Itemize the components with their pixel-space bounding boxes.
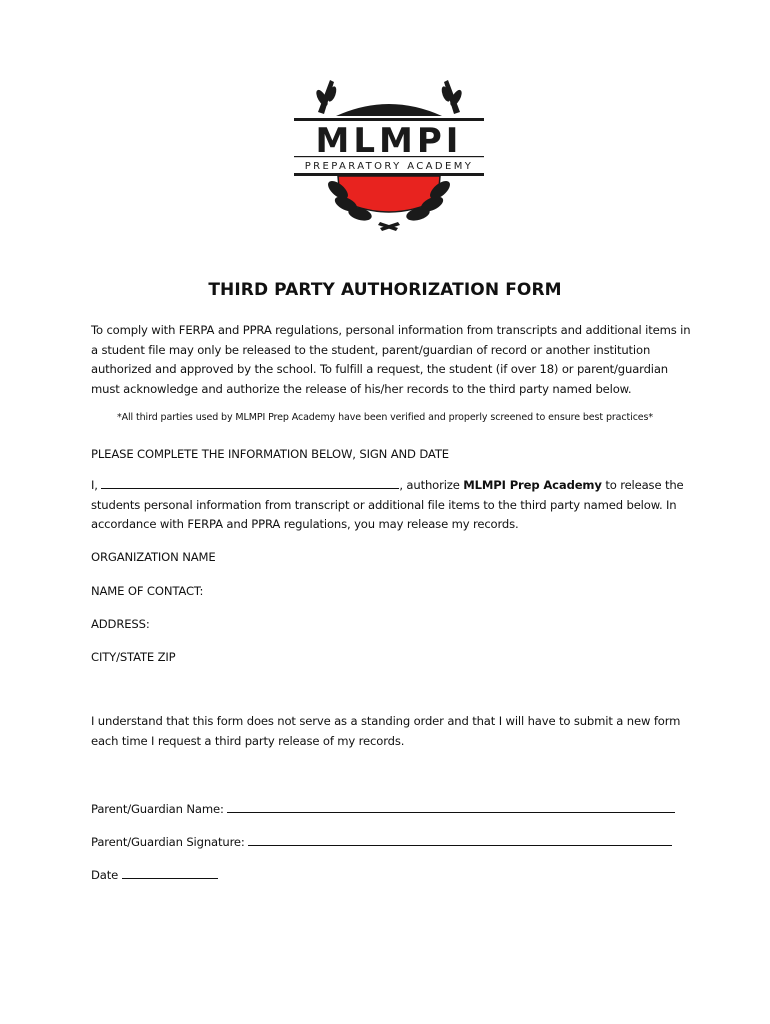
auth-org-name: MLMPI Prep Academy: [463, 478, 602, 492]
contact-name-label: NAME OF CONTACT:: [91, 584, 204, 598]
verification-note: *All third parties used by MLMPI Prep Academy have been verified and properly screened to ensure best practices*: [116, 412, 654, 423]
parent-name-label: Parent/Guardian Name:: [91, 802, 224, 816]
authorizer-name-blank[interactable]: [101, 476, 399, 489]
auth-suffix: to release the students personal information from transcript or additional file items to the third party named below. In accordance with FERPA and PPRA regulations, you may release my records.: [91, 478, 684, 532]
date-blank[interactable]: [122, 866, 218, 879]
laurel-top-left-icon: [314, 80, 338, 114]
date-row: [91, 866, 711, 883]
parent-signature-label: Parent/Guardian Signature:: [91, 835, 245, 849]
parent-name-row: [91, 800, 711, 817]
parent-signature-blank[interactable]: [248, 833, 672, 846]
parent-name-blank[interactable]: [227, 800, 675, 813]
shield-top: [336, 104, 442, 116]
mlmpi-logo: [288, 72, 490, 232]
authorization-paragraph: [91, 476, 691, 535]
intro-paragraph: To comply with FERPA and PPRA regulations, personal information from transcripts and additional items in a student file may only be released to the student, parent/guardian of record or another institution authorized and approved by the school. To fulfill a request, the student (if over 18) or parent/guardian must acknowledge and authorize the release of his/her records to the third party named below.: [91, 323, 691, 397]
organization-name-label: ORGANIZATION NAME: [91, 550, 216, 564]
form-title: THIRD PARTY AUTHORIZATION FORM: [208, 280, 562, 300]
auth-prefix: I,: [91, 478, 98, 492]
date-label: Date: [91, 868, 119, 882]
logo-main-text: MLMPI: [315, 121, 463, 161]
logo-sub-text: PREPARATORY ACADEMY: [304, 161, 474, 172]
laurel-top-right-icon: [440, 80, 464, 114]
parent-signature-row: [91, 833, 711, 850]
address-label: ADDRESS:: [91, 617, 150, 631]
auth-middle: , authorize: [399, 478, 460, 492]
instructions-text: PLEASE COMPLETE THE INFORMATION BELOW, SIGN AND DATE: [91, 447, 449, 461]
standing-order-paragraph: I understand that this form does not serve as a standing order and that I will have to submit a new form each time I request a third party release of my records.: [91, 714, 681, 748]
city-state-zip-label: CITY/STATE ZIP: [91, 650, 176, 664]
